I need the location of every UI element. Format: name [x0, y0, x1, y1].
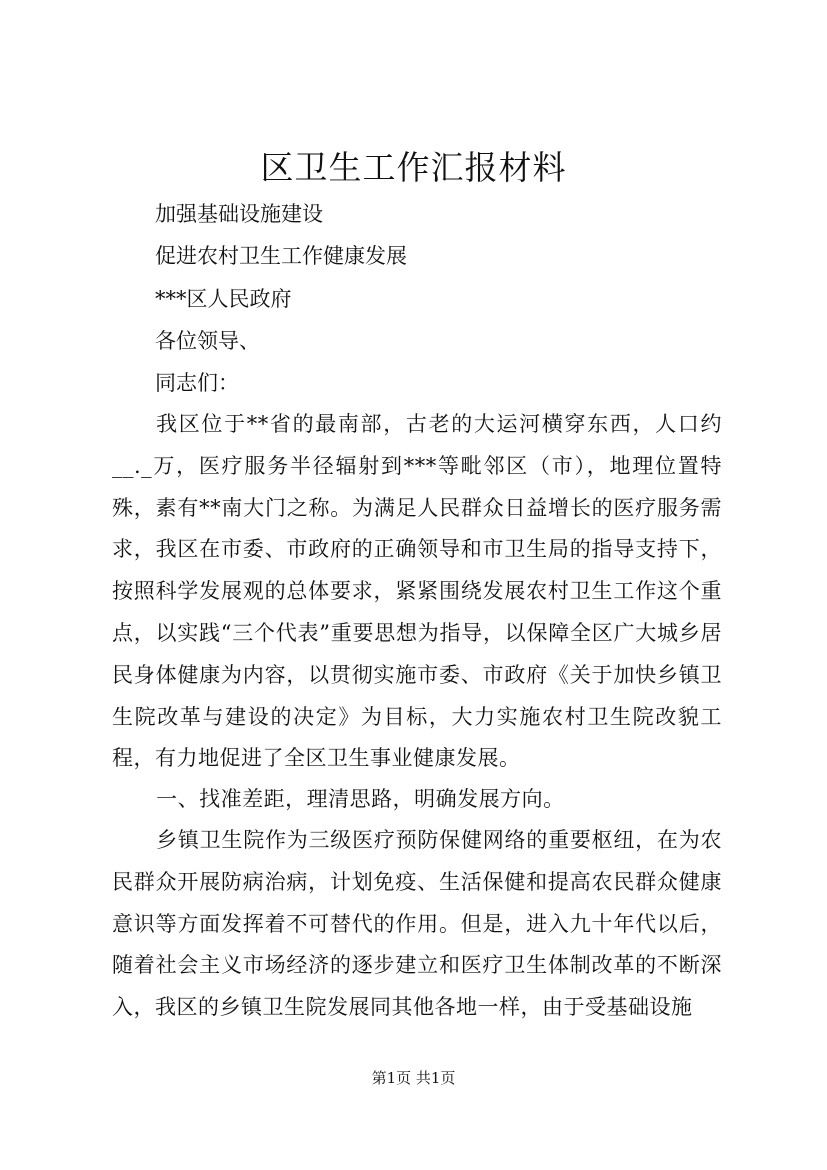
subtitle-line: 促进农村卫生工作健康发展	[155, 244, 407, 268]
subtitle-line: 加强基础设施建设	[155, 202, 323, 226]
body-paragraph: 乡镇卫生院作为三级医疗预防保健网络的重要枢纽，在为农民群众开展防病治病，计划免疫、生活保健和提高农民群众健康意识等方面发挥着不可替代的作用。但是，进入九十年代以后，随着社会主义市场经济的逐步建立和医疗卫生体制改革的不断深入，我区的乡镇卫生院发展同其他各地一样，由于受基础设施	[112, 828, 722, 1020]
body-paragraph: 我区位于**省的最南部，古老的大运河横穿东西，人口约__._万，医疗服务半径辐射到***等毗邻区（市），地理位置特殊，素有**南大门之称。为满足人民群众日益增长的医疗服务需求，我区在市委、市政府的正确领导和市卫生局的指导支持下，按照科学发展观的总体要求，紧紧围绕发展农村卫生工作这个重点，以实践“三个代表”重要思想为指导，以保障全区广大城乡居民身体健康为内容，以贯彻实施市委、市政府《关于加快乡镇卫生院改革与建设的决定》为目标，大力实施农村卫生院改貌工程，有力地促进了全区卫生事业健康发展。	[112, 412, 722, 771]
section-heading: 一、找准差距，理清思路，明确发展方向。	[156, 787, 565, 811]
issuer-line: ***区人民政府	[155, 287, 292, 311]
salutation-line: 同志们：	[155, 371, 239, 395]
document-title: 区卫生工作汇报材料	[260, 148, 567, 187]
page-footer: 第1页 共1页	[371, 1069, 456, 1087]
salutation-line: 各位领导、	[155, 329, 260, 353]
